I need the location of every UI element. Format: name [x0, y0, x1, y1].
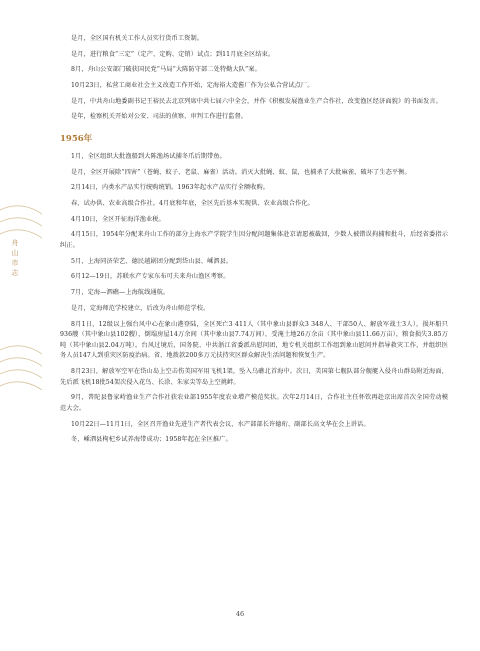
paragraph: 是月，中共舟山地委副书记王裕民去北京列席中共七届六中全会，并作《积极发展渔业生产合作社，改变渔区经济面貌》的书面发言。	[71, 97, 442, 105]
paragraph: 是月，进行粮食“三定”（定产、定购、定销）试点；到11月底全区结束。	[71, 50, 275, 58]
paragraph: 春，试办供、农业高级合作社。4月底和年底，全区先后基本实现供、农业高级合作化。	[71, 200, 314, 208]
paragraph: 1月，全区组织大批渔船到大陈渔场试捕冬爪后期带鱼。	[71, 153, 226, 161]
year-heading: 1956年	[60, 134, 93, 145]
paragraph: 是月，全区开展除“四害”（苍蝇、蚊子、老鼠、麻雀）活动。消灭大批蝇、蚊、鼠，也捕杀了大批麻雀，破坏了生态平衡。	[71, 168, 411, 176]
document-body	[60, 34, 448, 451]
paragraph: 10月23日，私营工商业社会主义改造工作开始，定海裕大造酱厂作为公私合营试点厂。	[71, 82, 314, 90]
paragraph: 4月10日，全区开征海洋渔业税。	[71, 215, 165, 223]
sidebar-title: 舟山市志	[11, 239, 19, 277]
paragraph: 4月15日，1954年分配来舟山工作的部分上海水产学院学生因分配问题集体赴京请愿被截回，少数人被错误拘捕和批斗，后经省委指示纠正。	[60, 231, 448, 250]
paragraph: 5月，上海同济荣艺、德民越剧团分配到岱山县、嵊泗县。	[71, 257, 233, 265]
paragraph: 是年，检察机关开始对公安、司法的侦察、审判工作进行监督。	[71, 113, 248, 121]
paragraph: 9月，普陀县鲁家峙渔业生产合作社获农业部1955年度农业增产模范奖状。次年2月14日，合作社主任怀钦再赴京出席首次全国劳动模范大会。	[60, 394, 448, 412]
paragraph: 2月14日，内类水产品实行统购统销。1963年起水产品实行全额收购。	[71, 184, 270, 192]
paragraphs-before	[60, 34, 448, 123]
page-number: 46	[235, 610, 245, 618]
paragraph: 是月，定海师范学校建立，后改为舟山师范学校。	[71, 304, 210, 312]
wave-decoration	[0, 200, 42, 390]
paragraph: 7月，定海—泗礁—上海航线通航。	[71, 289, 170, 297]
paragraph: 10月22日—11月1日，全区召开渔业先进生产者代表会议，水产部部长许德珩、副部长高文华在会上讲话。	[71, 420, 370, 428]
paragraph: 8月1日，12级以上强台风中心在象山港登陆，全区死亡3 411人（其中象山县群众3 348人、干部50人、解放军战士3人），损坏船只936艘（其中象山县102艘），倒塌房屋14万余间（其中象山县7.74万间），受淹土地26万余亩（其中象山县11.66万亩），粮食损失3.85万吨（其中象山县2.04万吨）。台风过境后，国务院、中共浙江省委派出慰问团，地专机关组织工作组到象山慰问并指导救灾工作，并组织医务人员147人到重灾区防疫治病。省、地拨款200多万元扶持灾区群众解决生活问题和恢复生产。	[60, 320, 448, 360]
paragraph: 是月，全区国有机关工作人员实行货币工资制。	[71, 35, 204, 42]
paragraph: 8月，舟山公安部门破获国民党“马局“大陈防守部二处特勤大队”案。	[71, 66, 261, 74]
paragraphs-after	[60, 152, 448, 446]
paragraph: 6月12—19日，苏联水产专家东布可夫来舟山渔区考察。	[71, 273, 230, 281]
paragraph: 8月23日，解放军空军在岱山岛上空击伤美国军用飞机1架，坠入乌礁北首海中。次日，美国第七舰队部分舰艇入侵舟山群岛附近海面，先后派飞机18批54架次侵入花鸟、长涂、朱家尖等岛上空挑衅。	[60, 367, 448, 386]
paragraph: 冬，嵊泗县枸杞乡试养海带成功；1958年起在全区推广。	[71, 436, 232, 444]
